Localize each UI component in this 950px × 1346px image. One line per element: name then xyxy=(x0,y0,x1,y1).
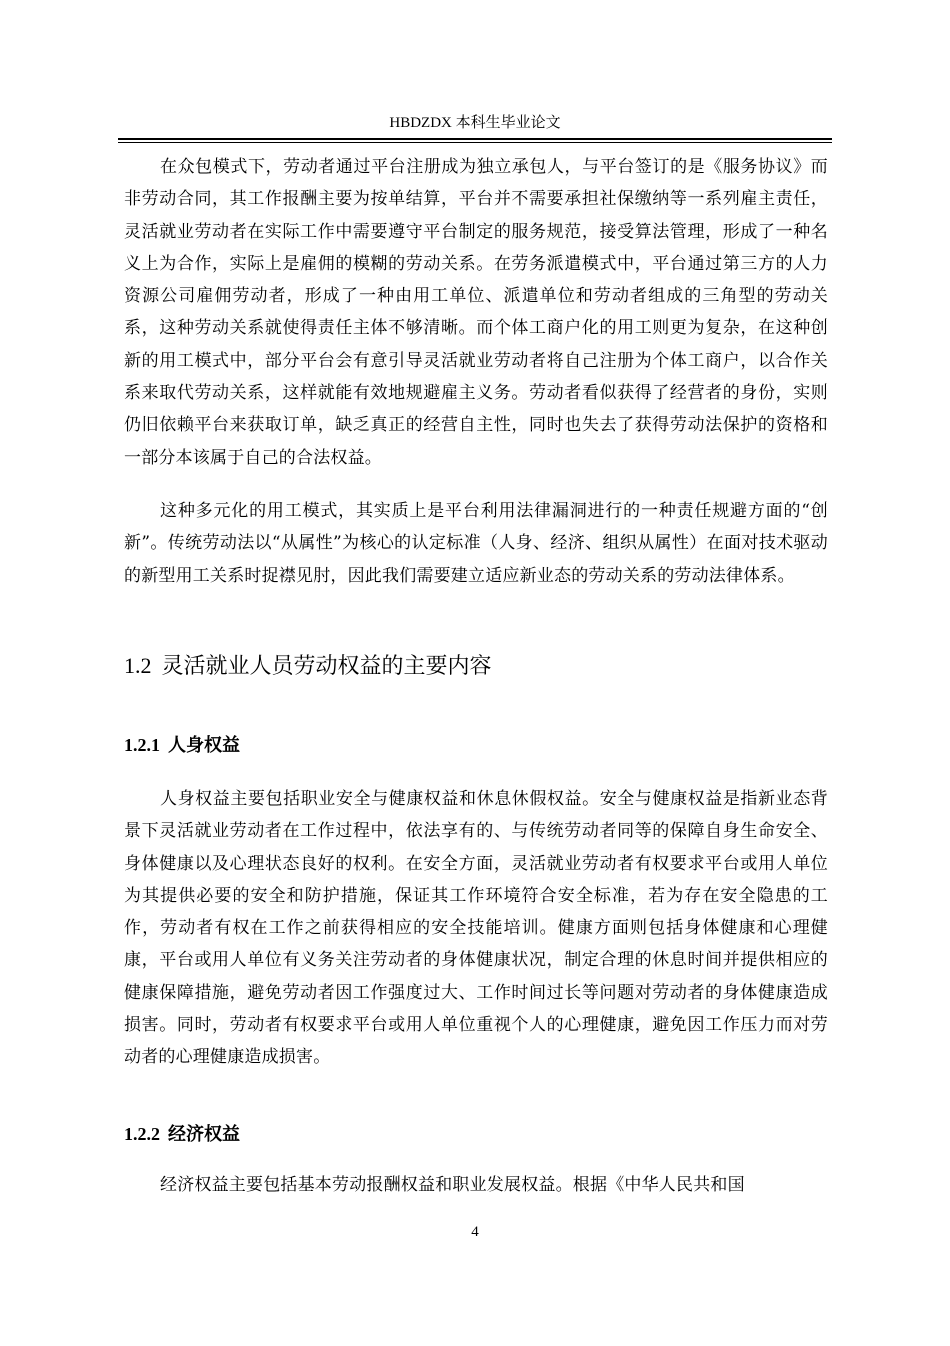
section-heading xyxy=(124,649,492,684)
paragraph-diversified-models: 这种多元化的用工模式，其实质上是平台利用法律漏洞进行的一种责任规避方面的“创新”。传统劳动法以“从属性”为核心的认定标准（人身、经济、组织从属性）在面对技术驱动的新型用工关系时捉襟见肘，因此我们需要建立适应新业态的劳动关系的劳动法律体系。 xyxy=(124,501,828,586)
running-header: HBDZDX 本科生毕业论文 xyxy=(389,115,561,131)
subsection-number: 1.2.1 xyxy=(124,735,160,755)
paragraph-personal-rights: 人身权益主要包括职业安全与健康权益和休息休假权益。安全与健康权益是指新业态背景下灵活就业劳动者在工作过程中，依法享有的、与传统劳动者同等的保障自身生命安全、身体健康以及心理状态良好的权利。在安全方面，灵活就业劳动者有权要求平台或用人单位为其提供必要的安全和防护措施，保证其工作环境符合安全标准，若为存在安全隐患的工作，劳动者有权在工作之前获得相应的安全技能培训。健康方面则包括身体健康和心理健康，平台或用人单位有义务关注劳动者的身体健康状况，制定合理的休息时间并提供相应的健康保障措施，避免劳动者因工作强度过大、工作时间过长等问题对劳动者的身体健康造成损害。同时，劳动者有权要求平台或用人单位重视个人的心理健康，避免因工作压力而对劳动者的心理健康造成损害。 xyxy=(124,789,828,1068)
subsection-number: 1.2.2 xyxy=(124,1124,160,1144)
section-title: 灵活就业人员劳动权益的主要内容 xyxy=(161,654,492,679)
header-rule-thick xyxy=(118,138,832,140)
paragraph-economic-rights: 经济权益主要包括基本劳动报酬权益和职业发展权益。根据《中华人民共和国 xyxy=(160,1175,745,1195)
subsection-heading-economic-rights xyxy=(124,1120,240,1149)
subsection-title: 经济权益 xyxy=(168,1124,240,1145)
subsection-title: 人身权益 xyxy=(168,735,240,756)
page-number: 4 xyxy=(471,1224,479,1240)
section-number: 1.2 xyxy=(124,653,152,678)
header-rule-thin xyxy=(118,142,832,143)
subsection-heading-personal-rights xyxy=(124,731,240,760)
paragraph-employment-models: 在众包模式下，劳动者通过平台注册成为独立承包人，与平台签订的是《服务协议》而非劳动合同，其工作报酬主要为按单结算，平台并不需要承担社保缴纳等一系列雇主责任，灵活就业劳动者在实际工作中需要遵守平台制定的服务规范，接受算法管理，形成了一种名义上为合作，实际上是雇佣的模糊的劳动关系。在劳务派遣模式中，平台通过第三方的人力资源公司雇佣劳动者，形成了一种由用工单位、派遣单位和劳动者组成的三角型的劳动关系，这种劳动关系就使得责任主体不够清晰。而个体工商户化的用工则更为复杂，在这种创新的用工模式中，部分平台会有意引导灵活就业劳动者将自己注册为个体工商户，以合作关系来取代劳动关系，这样就能有效地规避雇主义务。劳动者看似获得了经营者的身份，实则仍旧依赖平台来获取订单，缺乏真正的经营自主性，同时也失去了获得劳动法保护的资格和一部分本该属于自己的合法权益。 xyxy=(124,157,828,468)
